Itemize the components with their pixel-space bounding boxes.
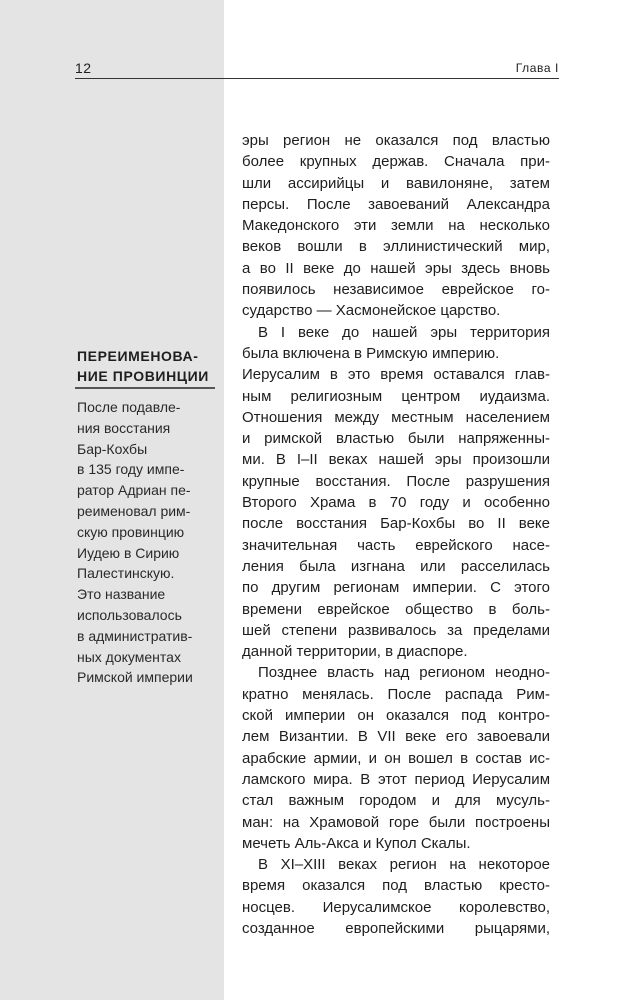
text-line: данной территории, в диаспоре. — [242, 643, 468, 661]
text-line: В XI–XIII веках регион на некоторое — [258, 856, 550, 874]
sidebar-line: Это название — [77, 586, 166, 603]
text-line: Отношения между местным населением — [242, 408, 550, 426]
text-line: шли ассирийцы и вавилоняне, затем — [242, 174, 550, 192]
text-line: носцев. Иерусалимское королевство, — [242, 898, 550, 916]
text-line: ламского мира. В этот период Иерусалим — [242, 770, 550, 788]
text-line: арабские армии, и он вошел в состав ис- — [242, 749, 550, 767]
text-line: и римской властью были напряженны- — [242, 430, 550, 448]
text-line: времени еврейское общество в боль- — [242, 600, 550, 618]
text-line: эры регион не оказался под властью — [242, 132, 550, 149]
text-line: Македонского эти земли на несколько — [242, 217, 550, 235]
header-divider — [75, 78, 559, 79]
sidebar-divider — [75, 387, 215, 389]
text-line: персы. После завоеваний Александра — [242, 195, 550, 213]
sidebar-line: использовалось — [77, 606, 182, 623]
text-line: крупные восстания. После разрушения — [242, 472, 550, 490]
sidebar-title-line: ПЕРЕИМЕНОВА- — [77, 348, 199, 364]
sidebar-line: Бар-Кохбы — [77, 440, 148, 457]
sidebar-line: ратор Адриан пе- — [77, 482, 191, 499]
text-line: лем Византии. В VII веке его завоевали — [242, 728, 550, 746]
text-line: ления была изгнана или расселилась — [242, 557, 550, 575]
sidebar-line: Палестинскую. — [77, 565, 175, 582]
sidebar-line: Римской империи — [77, 669, 193, 686]
text-line: В I веке до нашей эры территория — [258, 323, 550, 341]
page-number: 12 — [75, 60, 92, 76]
text-line: веков вошли в эллинистический мир, — [242, 238, 550, 256]
text-line: шей степени развивалось за пределами — [242, 621, 550, 639]
text-line: по другим регионам империи. С этого — [242, 579, 550, 597]
sidebar-line: скую провинцию — [77, 523, 185, 540]
text-line: после восстания Бар-Кохбы во II веке — [242, 515, 550, 533]
page-header — [75, 60, 559, 80]
sidebar-line: реименовал рим- — [77, 502, 191, 519]
text-line: время оказался под властью кресто- — [242, 877, 550, 895]
text-line: ской империи он оказался под контро- — [242, 707, 550, 725]
sidebar-line: ния восстания — [77, 419, 171, 436]
sidebar-line: в 135 году импе- — [77, 461, 185, 478]
sidebar-text — [77, 397, 217, 688]
text-line: ми. В I–II веках нашей эры произошли — [242, 451, 550, 469]
chapter-title: Глава I — [515, 61, 559, 75]
text-line: Второго Храма в 70 году и особенно — [242, 494, 550, 512]
sidebar-title-line: НИЕ ПРОВИНЦИИ — [77, 368, 209, 384]
text-line: Иерусалим в это время оставался глав- — [242, 366, 550, 384]
text-line: ным религиозным центром иудаизма. — [242, 387, 550, 405]
sidebar-title — [77, 346, 217, 386]
text-line: была включена в Римскую империю. — [242, 344, 500, 362]
text-line: стал важным городом и для мусуль- — [242, 792, 550, 810]
sidebar-line: После подавле- — [77, 399, 181, 415]
text-line: Позднее власть над регионом неодно- — [258, 664, 550, 682]
text-line: мечеть Аль-Акса и Купол Скалы. — [242, 834, 471, 852]
sidebar-line: Иудею в Сирию — [77, 544, 180, 561]
text-line: кратно менялась. После распада Рим- — [242, 685, 550, 703]
text-line: появилось независимое еврейское го- — [242, 281, 550, 299]
text-line: а во II веке до нашей эры здесь вновь — [242, 259, 550, 277]
sidebar-line: ных документах — [77, 648, 181, 665]
main-text — [242, 130, 550, 939]
text-line: ман: на Храмовой горе были построены — [242, 813, 550, 831]
text-line: сударство — Хасмонейское царство. — [242, 302, 501, 320]
text-line: созданное европейскими рыцарями, — [242, 919, 550, 937]
sidebar-line: в административ- — [77, 627, 193, 644]
text-line: значительная часть еврейского насе- — [242, 536, 550, 554]
text-line: более крупных держав. Сначала при- — [242, 153, 550, 171]
